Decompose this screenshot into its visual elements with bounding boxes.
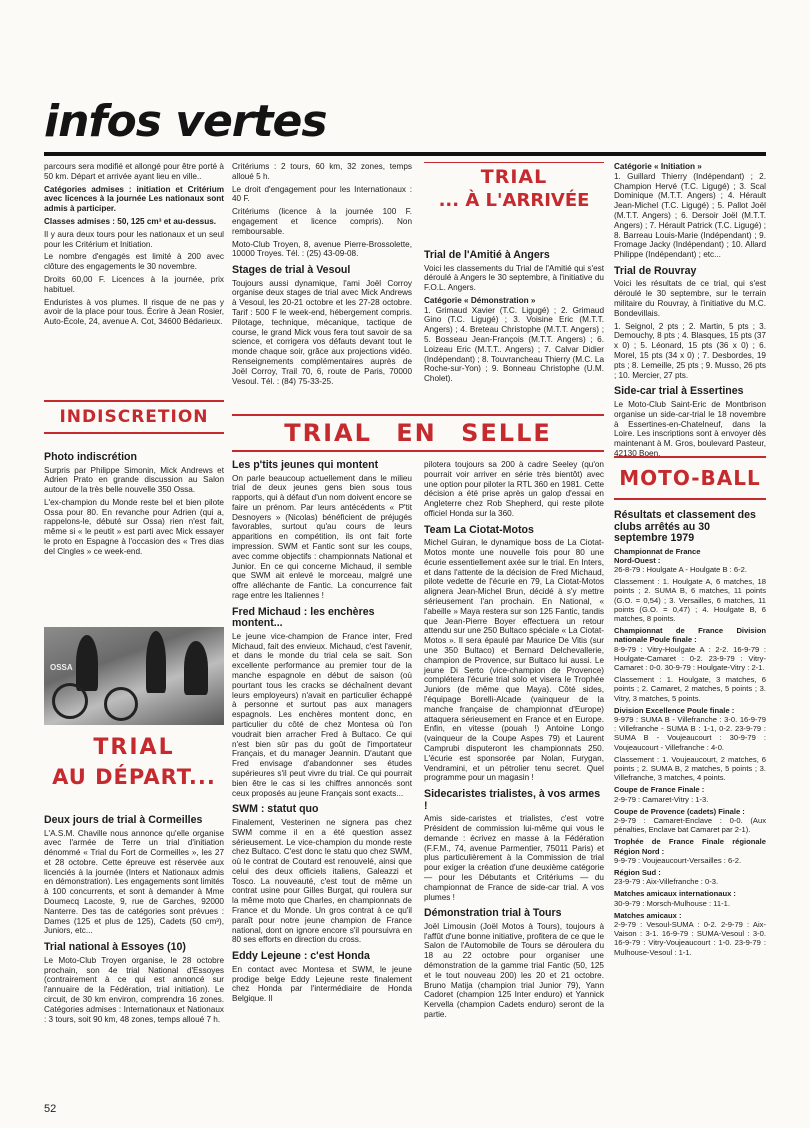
banner-line: TRIAL xyxy=(480,166,548,188)
paragraph: Voici les résultats de ce trial, qui s'est déroulé le 30 septembre, sur le terrain militaire du Rouvray, à l'initiative du M.C. Bondevillais. xyxy=(614,279,766,318)
article-heading: Sidecaristes trialistes, à vos armes ! xyxy=(424,788,601,812)
paragraph: Finalement, Vesterinen ne signera pas chez SWM comme il en a été question assez sérieusement. Le vice-champion du monde reste chez Bultaco. C'est donc le statu quo chez SWM, où le contrat de Coutard est renouvelé, ainsi que celui des deux officiels italiens, Galeazzi et Tosco. La nouveauté, c'est tout de même un contrat usine pour Gilles Burgat, qui roulera sur la même moto que Charles, en championnats de France et du Monde. Un gros contrat à ce qu'il paraît pour notre jeune champion de France national, dont on ignore encore s'il poursuivra en 80 ses efforts en direction du cross. xyxy=(232,817,412,945)
banner-moto-ball: MOTO-BALL xyxy=(614,456,766,500)
article-heading: SWM : statut quo xyxy=(232,803,319,816)
category-label: Nord-Ouest : xyxy=(614,555,661,565)
paragraph: On parle beaucoup actuellement dans le milieu trial de deux jeunes gens bien sous tous rapports, qui à défaut d'un nom doivent encore se faire un prénom. Par leurs antécédents « P'tit Desnoyers » (Nicolas) bénéficient de préjugés favorables, surtout qu'au cours de leurs apparitions en compétition, ils ont fait forte impression. SWM et Fantic sont sur les coups, avec comme objectifs : championnats National et Junior. En ce qui concerne Michaud, il semble que SWM ait enlevé le morceau, malgré une offre alléchante de Fantic. La concurrence fait rage entre les Italiennes ! xyxy=(232,473,412,601)
col2-top xyxy=(232,162,412,394)
paragraph: Surpris par Philippe Simonin, Mick Andrews et Adrien Prato en grande discussion au Salon autour de la très belle nouvelle 350 Ossa. xyxy=(44,465,224,495)
article-heading: Photo indiscrétion xyxy=(44,451,137,463)
paragraph: 2-9-79 : Camaret-Enclave : 0-0. (Aux pénalties, Enclave bat Camaret par 2-1). xyxy=(614,815,766,835)
col4-top xyxy=(614,162,766,458)
article-heading: Trial de Rouvray xyxy=(614,264,697,277)
banner-line: ... À L'ARRIVÉE xyxy=(438,190,590,211)
paragraph: 9-9-79 : Voujeaucourt-Versailles : 6-2. xyxy=(614,855,742,865)
paragraph: 1. Guillard Thierry (Indépendant) ; 2. Champion Hervé (T.C. Ligugé) ; 3. Scal Dominique (M.T.T. Angers) ; 4. Hérault Jean-Michel (T.C. Ligugé) ; 5. Pallot Joël (M.T.T. Angers) ; 6. Dersoir Joël (M.T.T. Angers) ; 7. Hérault Patrick (T.C. Ligugé) ; 8. Barreau Louis-Marie (Indépendant) ; 9. Fromage Jacky (Indépendant) ; 10. Allard Philippe (Indépendant) ; etc... xyxy=(614,171,766,260)
paragraph: parcours sera modifié et allongé pour être porté à 50 km. Départ et arrivée ayant lieu en ville.. xyxy=(44,162,224,181)
paragraph: 9-979 : SUMA B - Villefranche : 3-0. 16-9-79 : Villefranche - SUMA B : 1-1, 0-2. 23-9-79 : SUMA B - Voujeaucourt : 30-9-79 : Voujeaucourt - Villefranche : 4-0. xyxy=(614,714,766,752)
paragraph: Amis side-caristes et trialistes, c'est votre Président de commission lui-même qui vous le demande : écrivez en masse à la Fédération (F.F.M., 74, avenue Parmentier, 75011 Paris) et plus particulièrement à la Commission de trial pour exiger la création d'une deuxième catégorie — pour les Débutants et Critériums — du championnat de France de side-car trial. A vos plumes ! xyxy=(424,814,604,902)
category-label: Région Sud : xyxy=(614,868,661,877)
col4-motoball xyxy=(614,508,766,1098)
paragraph: 2-9-79 : Camaret-Vitry : 1-3. xyxy=(614,794,709,804)
col1-top xyxy=(44,162,224,392)
page-number: 52 xyxy=(44,1103,57,1115)
category-label: Matches amicaux : xyxy=(614,910,682,920)
paragraph: Classes admises : 50, 125 cm³ et au-dessus. xyxy=(44,216,217,226)
paragraph: 26-8-79 : Houlgate A - Houlgate B : 6-2. xyxy=(614,564,747,574)
paragraph: Joël Limousin (Joël Motos à Tours), toujours à l'affût d'une bonne initiative, profitera de ce que le Salon de l'Automobile de Tours se déroulera du 18 au 22 octobre pour organiser une démonstration de la gamme trial Fantic (50, 125 et le tout nouveau 200) les 20 et 21 octobre. Bruno Matija (champion trial Junior 79), Yann Cadoret (champion 125 Inter enduro) et Yannick Kervella (champion Cadets enduro) seront de la partie. xyxy=(424,921,604,1020)
category-label: Division Excellence Poule finale : xyxy=(614,705,735,715)
banner-line: TRIAL xyxy=(93,735,175,760)
category-label: Championnat de France Division nationale Poule finale : xyxy=(614,626,766,645)
article-heading: Résultats et classement des clubs arrêtés au 30 septembre 1979 xyxy=(614,509,756,544)
banner-indiscretion: INDISCRETION xyxy=(44,400,224,434)
col3-top xyxy=(424,244,604,394)
col1-mid xyxy=(44,450,224,622)
paragraph: Voici les classements du Trial de l'Amitié qui s'est déroulé à Angers le 30 septembre, à l'initiative du F.O.L. Angers. xyxy=(424,263,604,293)
wheel-shape xyxy=(52,683,88,719)
article-heading: Démonstration trial à Tours xyxy=(424,907,562,920)
riders-photo xyxy=(44,627,224,725)
paragraph: Droits 60,00 F. Licences à la journée, prix habituel. xyxy=(44,274,224,294)
paragraph: En contact avec Montesa et SWM, le jeune prodige belge Eddy Lejeune reste finalement chez Honda par l'intermédiaire de Honda Belgique. Il xyxy=(232,964,412,1004)
article-heading: Deux jours de trial à Cormeilles xyxy=(44,814,203,826)
article-heading: Fred Michaud : les enchères montent... xyxy=(232,605,375,630)
article-heading: Les p'tits jeunes qui montent xyxy=(232,459,379,471)
paragraph: Classement : 1. Houlgate, 3 matches, 6 points ; 2. Camaret, 2 matches, 5 points ; 3. Vitry, 3 matches, 5 points. xyxy=(614,675,766,703)
rider-figure xyxy=(76,635,98,691)
wheel-shape xyxy=(104,687,138,721)
paragraph: 2-9-79 : Vesoul-SUMA : 0-2. 2-9-79 : Aix-Vaison : 3-1. 16-9-79 : SUMA-Vesoul : 3-0. 16-9-79 : Vitry-Voujeaucourt : 1-0. 23-9-79 : Mulhouse-Vesoul : 1-1. xyxy=(614,920,766,957)
paragraph: 30-9-79 : Morsch-Mulhouse : 11-1. xyxy=(614,898,730,908)
category-label: Coupe de France Finale : xyxy=(614,785,705,795)
category-label: Championnat de France xyxy=(614,546,701,556)
paragraph: Classement : 1. Houlgate A, 6 matches, 18 points ; 2. SUMA B, 6 matches, 11 points (G.O. = 0,54) ; 3. Versailles, 6 matches, 11 points (G.O. = 0,47) ; 4. Houlgate B, 6 matches, 8 points. xyxy=(614,577,766,623)
paragraph: 8-9-79 : Vitry-Houlgate A : 2-2. 16-9-79 : Houlgate-Camaret : 0-2. 23-9-79 : Vitry-Camaret : 0-0. 30-9-79 : Houlgate-Vitry : 2-1. xyxy=(614,644,766,672)
col3-mid xyxy=(424,460,604,1100)
banner-line: AU DÉPART... xyxy=(52,765,216,789)
paragraph: Le nombre d'engagés est limité à 200 avec clôture des engagements le 30 novembre. xyxy=(44,252,224,272)
paragraph: Michel Guiran, le dynamique boss de La Ciotat-Motos monte une nouvelle fois pour 80 une écurie essentiellement axée sur le trial. En Inters, et dans l'attente de la décision de Fred Michaud, pilote vedette de l'écurie en 79, La Ciotat-Motos alignera Jean-Michel Brun, décidé à s'y mettre sérieusement l'an prochain. En National, « l'abeille » Maya restera sur son 125 Fantic, tandis que Jean-Pierre Boyer effectuera un retour attendu sur une 250 Bultaco spéciale « La Ciotat-Motos ». Il sera épaulé par Maurice De Vitis (sur une 350 Bultaco) et Bernard Delchevallerie, champion de Provence, sur Bultaco lui aussi. Le jeune Di Serto (vice-champion de Provence) complétera l'écurie trial solo et visera le Trophée Juniors (de même que Maya). Côté sides, l'équipage Borelli-Alcade (vainqueur de la manche française de championnat d'Europe) attaquera sérieusement en France et en Europe. Enfin, en vitesse (pouah !) Antoine Longo (vainqueur de la Coupe Aspes 79) et Laurent Camprubi disputeront les championnats 250. L'écurie est sponsorée par Nolan, Furygan, Vendramini, et un pétrolier tenu secret. Quel programme pour un magasin ! xyxy=(424,538,604,783)
paragraph: Toujours aussi dynamique, l'ami Joël Corroy organise deux stages de trial avec Mick Andrews à Vesoul, les 20-21 octobre et les 27-28 octobre. Tarif : 500 F le week-end, hébergement compris. Pilotage, technique, mécanique, tactique de course, le grand Mick vous fera tout savoir de sa science, et corrigera vos défauts devant tout le monde chaque soir, grâce aux projections vidéo. Renseignements complémentaires auprès de Joël Corroy, Trail 70, 6, route de Paris, 70000 Vesoul. Tél. : (84) 75-33-25. xyxy=(232,278,412,386)
article-heading: Team La Ciotat-Motos xyxy=(424,523,534,536)
paragraph: L'ex-champion du Monde reste bel et bien pilote Ossa pour 80. En revanche pour Adrien (qui a, rappelons-le, débuté sur Ossa) rien n'est fait, même si « le peutit » est parti avec Mick essayer le proto en Espagne à l'occasion des « Tres dias del Cingles » ce week-end. xyxy=(44,497,224,556)
paragraph: Le droit d'engagement pour les Internationaux : 40 F. xyxy=(232,184,412,204)
rider-figure xyxy=(184,641,208,695)
page-title: infos vertes xyxy=(44,96,327,147)
banner-trial-en-selle: TRIAL EN SELLE xyxy=(232,414,604,452)
rider-figure xyxy=(146,631,166,693)
category-label: Matches amicaux internationaux : xyxy=(614,889,736,899)
paragraph: Critériums : 2 tours, 60 km, 32 zones, temps alloué 5 h. xyxy=(232,162,412,181)
category-label: Trophée de France Finale régionale Région Nord : xyxy=(614,837,766,856)
banner-trial-depart xyxy=(44,733,224,803)
category-label: Catégorie « Démonstration » xyxy=(424,295,536,305)
article-heading: Trial national à Essoyes (10) xyxy=(44,941,186,954)
article-heading: Stages de trial à Vesoul xyxy=(232,264,351,277)
paragraph: Catégories admises : initiation et Critérium avec licences à la journée Les nationaux sont admis à participer. xyxy=(44,184,224,214)
paragraph: Le Moto-Club Saint-Eric de Montbrison organise un side-car-trial le 18 novembre à Essertines-en-Chatelneuf, dans la Loire. Les inscriptions sont à envoyer dès maintenant à M. Gros, boulevard Pasteur, 42130 Boen. xyxy=(614,399,766,458)
article-heading: Eddy Lejeune : c'est Honda xyxy=(232,950,370,963)
paragraph: pilotera toujours sa 200 à cadre Seeley (qu'on pourrait voir arriver en série très bientôt) avec une option pour piloter la RTL 360 en 1981. Cette décision a été prise après un galop d'essai en Angleterre chez Rob Shepherd, qui reste pilote officiel Honda sur la 360. xyxy=(424,460,604,518)
category-label: Coupe de Provence (cadets) Finale : xyxy=(614,806,745,816)
banner-trial-arrivee xyxy=(424,165,604,227)
paragraph: Classement : 1. Voujeaucourt, 2 matches, 6 points ; 2. SUMA B, 2 matches, 5 points ; 3. Villefranche, 3 matches, 4 points. xyxy=(614,754,766,783)
photo-brand-text: OSSA xyxy=(50,663,73,672)
paragraph: Critériums (licence à la journée 100 F. engagement et licence compris). Non remboursable. xyxy=(232,207,412,236)
article-heading: Trial de l'Amitié à Angers xyxy=(424,249,550,261)
paragraph: Il y aura deux tours pour les nationaux et un seul pour les Critérium et Initiation. xyxy=(44,229,224,249)
paragraph: Le Moto-Club Troyen organise, le 28 octobre prochain, son 4e trial National d'Essoyes (contrairement à ce qui est annoncé sur l'annuaire de la Fédération, trial initiation). Le circuit, de 30 km environ, comprendra 16 zones. Catégories admises : Internationaux et Nationaux : 3 tours, soit 90 km, 48 zones, temps alloué 7 h. xyxy=(44,955,224,1024)
paragraph: 1. Grimaud Xavier (T.C. Ligugé) ; 2. Grimaud Gino (T.C. Ligugé) ; 3. Voisine Eric (M.T.T. Angers) ; 4. Breteau Christophe (M.T.T. Angers) ; 5. Bosseau Jean-François (M.T.T. Angers) ; 6. Loizeau Eric (M.T.T.. Angers) ; 7. Calvar Didier (Indépendant) ; 8. Touvrancheau Thierry (M.C. La Roche-sur-Yon) ; 9. Bonneau Christophe (U.M. Cholet). xyxy=(424,305,604,384)
paragraph: 1. Seignol, 2 pts ; 2. Martin, 5 pts ; 3. Demouchy, 8 pts ; 4. Blasques, 15 pts (37 x 0) ; 5. Léonard, 15 pts (36 x 0) ; 6. Morel, 15 pts (34 x 0) ; 7. Desbordes, 19 pts ; 8. Lemeille, 25 pts ; 9. Musso, 26 pts ; 10. Mercier, 27 pts. xyxy=(614,321,766,380)
paragraph: Moto-Club Troyen, 8, avenue Pierre-Brossolette, 10000 Troyes. Tél. : (25) 43-09-08. xyxy=(232,239,412,259)
article-heading: Side-car trial à Essertines xyxy=(614,385,744,398)
title-rule xyxy=(44,152,766,156)
category-label: Catégorie « Initiation » xyxy=(614,162,702,171)
banner-rule xyxy=(424,162,604,163)
col1-bot xyxy=(44,815,224,1090)
paragraph: Le jeune vice-champion de France inter, Fred Michaud, fait des envieux. Michaud, c'est l'avenir, et dans le monde du trial cela se sait. Son excellente performance au premier tour de la manche espagnole en début de saison (où pourtant tous les cracks se déchaînent devant leurs employeurs) n'avait en particulier échappé à personne et surtout pas aux managers espagnols. Les enchères montent donc, en particulier du côté de chez Montesa où l'on voudrait bien arracher Fred à Bultaco. Ce qui n'est bien sûr pas du goût de l'importateur Français, et du manager Jeannin. D'autant que Fred envisage d'abandonner ses études supérieures s'il peut vivre du trial. Ce qui pourrait bien être le cas si les chiffres annoncés sont ceux proposés au jeune Français sont exacts... xyxy=(232,631,412,798)
col2-mid xyxy=(232,460,412,1100)
paragraph: 23-9-79 : Aix-Villefranche : 0-3. xyxy=(614,877,719,887)
paragraph: L'A.S.M. Chaville nous annonce qu'elle organise avec l'armée de Terre un trial d'initiation dénommé « Trial du Fort de Cormeilles », les 27 et 28 octobre. Cette épreuve est réservée aux licenciés à la journée (Inters et Nationaux admis en démonstration). Les engagements sont limités à 100 concurrents, et sont à demander à Mme Doumecq Lacoste, 9, rue de Garches, 92000 Nanterre. Des tas de catégories sont prévues : Dames (125 et plus de 125), Cadets (50 cm³), Juniors, etc... xyxy=(44,828,224,936)
paragraph: Enduristes à vos plumes. Il risque de ne pas y avoir de la place pour tous. Écrire à Jean Rosier, Auto-École, 24, avenue A. Cot, 34600 Bédarieux. xyxy=(44,297,224,327)
